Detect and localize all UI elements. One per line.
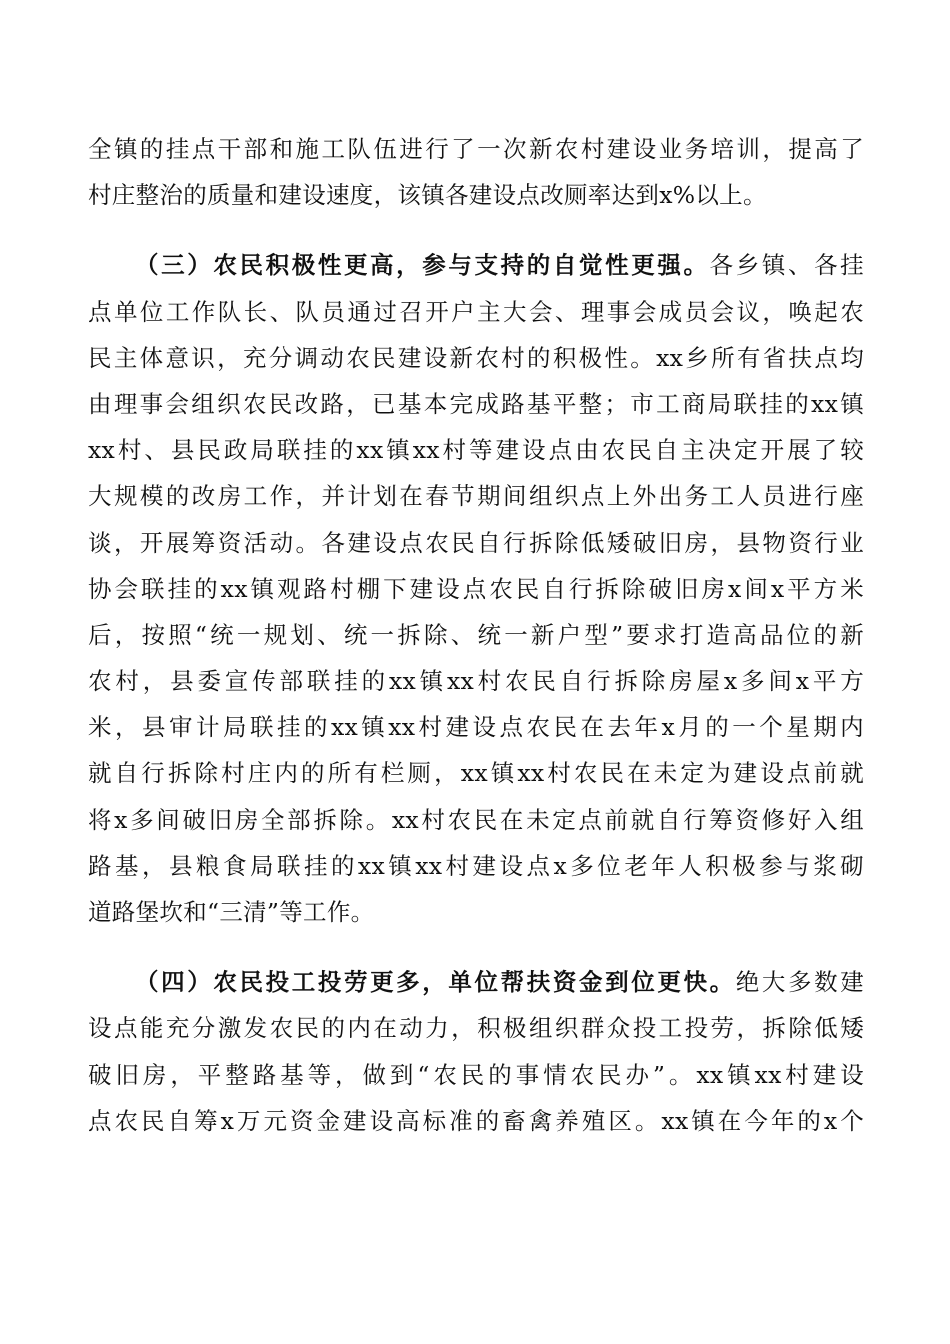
text-line-with-heading [88,959,864,1005]
paragraph-section-4 [88,959,864,1144]
document-page [88,126,864,1144]
text-run: 各乡镇、各挂 [709,251,864,280]
text-line-with-heading [88,242,864,288]
text-line: 道路堡坎和“三清”等工作。 [88,898,375,926]
text-line: 大规模的改房工作，并计划在春节期间组织点上外出务工人员进行座 [88,482,864,511]
paragraph-section-3 [88,242,864,935]
paragraph-gap [88,218,864,242]
text-line: 村庄整治的质量和建设速度，该镇各建设点改厕率达到x%以上。 [88,181,767,210]
paragraph-gap [88,935,864,959]
text-line: 米，县审计局联挂的xx镇xx村建设点农民在去年x月的一个星期内 [88,713,864,742]
text-line: 农村，县委宣传部联挂的xx镇xx村农民自行拆除房屋x多间x平方 [88,667,864,696]
section-heading: （四）农民投工投劳更多，单位帮扶资金到位更快。 [135,968,736,997]
text-line: 将x多间破旧房全部拆除。xx村农民在未定点前就自行筹资修好入组 [88,805,864,834]
text-line: 破旧房，平整路基等，做到“农民的事情农民办”。xx镇xx村建设 [88,1060,864,1089]
text-line: 谈，开展筹资活动。各建设点农民自行拆除低矮破旧房，县物资行业 [88,528,864,557]
text-line: 后，按照“统一规划、统一拆除、统一新户型”要求打造高品位的新 [88,620,864,649]
text-line: 路基，县粮食局联挂的xx镇xx村建设点x多位老年人积极参与浆砌 [88,851,864,880]
text-line: 全镇的挂点干部和施工队伍进行了一次新农村建设业务培训，提高了 [88,135,864,163]
section-heading: （三）农民积极性更高，参与支持的自觉性更强。 [135,251,710,280]
text-line: 点单位工作队长、队员通过召开户主大会、理事会成员会议，唤起农 [88,297,864,326]
paragraph-intro [88,126,864,218]
text-line: 民主体意识，充分调动农民建设新农村的积极性。xx乡所有省扶点均 [88,343,864,372]
text-line: 就自行拆除村庄内的所有栏厕，xx镇xx村农民在未定为建设点前就 [88,759,864,788]
text-line: 由理事会组织农民改路，已基本完成路基平整；市工商局联挂的xx镇 [88,389,864,418]
text-line: 协会联挂的xx镇观路村棚下建设点农民自行拆除破旧房x间x平方米 [88,574,864,603]
text-line: xx村、县民政局联挂的xx镇xx村等建设点由农民自主决定开展了较 [88,436,864,465]
text-run: 绝大多数建 [735,968,865,997]
text-line: 设点能充分激发农民的内在动力，积极组织群众投工投劳，拆除低矮 [88,1014,864,1043]
text-line: 点农民自筹x万元资金建设高标准的畜禽养殖区。xx镇在今年的x个 [88,1106,864,1135]
